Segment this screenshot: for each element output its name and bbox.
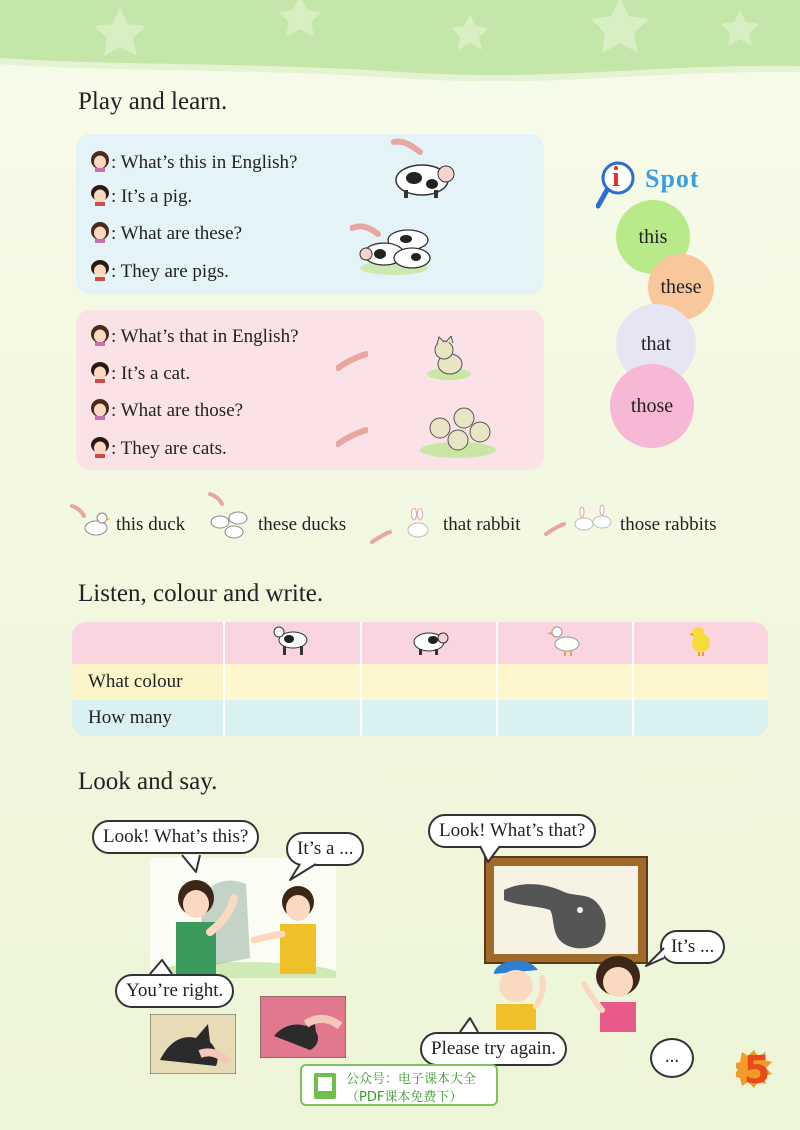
- dialogue-line: : What are these?: [90, 221, 242, 245]
- pointing-hand-icon: [336, 350, 368, 374]
- table-row-label-how-many: How many: [72, 700, 225, 736]
- speech-bubble: Look! What’s this?: [92, 820, 259, 854]
- colour-table: [72, 622, 768, 736]
- table-cell[interactable]: [362, 700, 498, 736]
- girl-face-icon: [90, 221, 110, 243]
- duck-icon: [545, 622, 585, 658]
- pointing-hand-icon: [544, 520, 566, 538]
- boy-face-icon: [90, 184, 110, 206]
- vocab-that-rabbit: that rabbit: [443, 514, 521, 535]
- boy-face-icon: [90, 259, 110, 281]
- speech-bubble: It’s ...: [660, 930, 725, 964]
- pigs-pointing-image: [350, 214, 436, 284]
- word-circle-those: those: [610, 364, 694, 448]
- dialogue-line: : What are those?: [90, 398, 243, 422]
- girl-face-icon: [90, 324, 110, 346]
- pointing-hand-icon: [370, 528, 392, 546]
- boy-face-icon: [90, 361, 110, 383]
- duck-image: [70, 502, 110, 538]
- table-cell[interactable]: [225, 664, 361, 700]
- pig-icon: [407, 622, 451, 658]
- girl-face-icon: [90, 398, 110, 420]
- speech-bubble: Please try again.: [420, 1032, 567, 1066]
- ispot-i: i: [612, 162, 620, 193]
- table-header-duck: [498, 622, 634, 664]
- watermark-line2: （PDF课本免费下）: [346, 1090, 463, 1105]
- boy-face-icon: [90, 436, 110, 458]
- pig-pointing-image: [386, 138, 456, 200]
- table-cell[interactable]: [498, 664, 634, 700]
- cats-image: [418, 400, 498, 460]
- vocab-this-duck: this duck: [116, 514, 186, 535]
- rabbit-duck-illusion-image: [494, 866, 638, 954]
- hand-shadow-photo-2: [260, 996, 346, 1058]
- speech-bubble: You’re right.: [115, 974, 234, 1008]
- girl-image: [576, 952, 654, 1032]
- section-title-play-learn: Play and learn.: [78, 88, 228, 115]
- vocab-these-ducks: these ducks: [258, 514, 347, 535]
- section-title-listen-colour: Listen, colour and write.: [78, 580, 324, 607]
- table-header-pig: [362, 622, 498, 664]
- rabbit-image: [404, 508, 432, 538]
- ispot-title: Spot: [645, 164, 700, 193]
- table-cell[interactable]: [362, 664, 498, 700]
- table-cell[interactable]: [498, 700, 634, 736]
- watermark-box: [300, 1064, 498, 1106]
- picture-frame: [484, 856, 648, 964]
- table-cell[interactable]: [225, 700, 361, 736]
- dialogue-line: : It’s a cat.: [90, 361, 190, 385]
- table-header-cow: [225, 622, 361, 664]
- cow-icon: [271, 622, 315, 658]
- speech-bubble: Look! What’s that?: [428, 814, 596, 848]
- dialogue-line: : What’s this in English?: [90, 150, 297, 174]
- dialogue-line: : What’s that in English?: [90, 324, 299, 348]
- table-cell[interactable]: [634, 700, 768, 736]
- dialogue-line: : They are pigs.: [90, 259, 229, 283]
- word-circle-these: these: [648, 254, 714, 320]
- table-cell[interactable]: [634, 664, 768, 700]
- vocab-those-rabbits: those rabbits: [620, 514, 717, 535]
- dialogue-line: : They are cats.: [90, 436, 227, 460]
- watermark-line1: 公众号：电子课本大全: [346, 1072, 477, 1087]
- hand-shadow-photo-1: [150, 1014, 236, 1074]
- girl-face-icon: [90, 150, 110, 172]
- header-band: [0, 0, 800, 90]
- speech-bubble: ...: [650, 1038, 694, 1078]
- boy-with-cap-image: [480, 954, 560, 1030]
- dialogue-line: : It’s a pig.: [90, 184, 192, 208]
- table-corner-cell: [72, 622, 225, 664]
- book-icon: [312, 1071, 338, 1101]
- cat-image: [424, 336, 474, 382]
- pointing-hand-icon: [336, 426, 368, 450]
- word-circle-that: that: [616, 304, 696, 384]
- chick-icon: [684, 623, 718, 657]
- table-row-label-what-colour: What colour: [72, 664, 225, 700]
- rabbits-image: [572, 504, 616, 532]
- speech-bubble: It’s a ...: [286, 832, 364, 866]
- ducks-image: [204, 492, 258, 542]
- section-title-look-say: Look and say.: [78, 768, 218, 795]
- page-number: 5: [743, 1048, 771, 1092]
- shadow-play-image: [150, 858, 336, 978]
- table-header-chick: [634, 622, 768, 664]
- word-circle-this: this: [616, 200, 690, 274]
